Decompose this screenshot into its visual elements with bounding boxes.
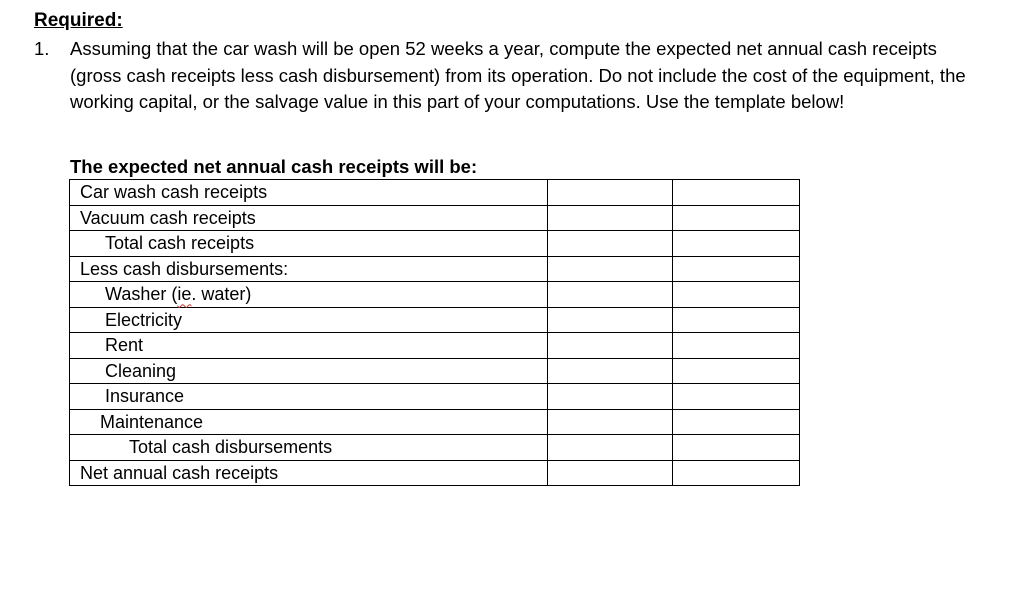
table-row-electricity [70, 307, 800, 333]
amount-cell[interactable] [548, 205, 673, 231]
amount-cell[interactable] [548, 460, 673, 486]
row-label [70, 282, 548, 308]
amount-cell[interactable] [548, 282, 673, 308]
amount-cell[interactable] [548, 358, 673, 384]
table-row-less-disbursements [70, 256, 800, 282]
total-cell[interactable] [673, 384, 800, 410]
amount-cell[interactable] [548, 231, 673, 257]
row-label: Car wash cash receipts [70, 180, 548, 206]
section-heading: Required: [34, 10, 123, 31]
amount-cell[interactable] [548, 409, 673, 435]
amount-cell[interactable] [548, 384, 673, 410]
table-row-cleaning [70, 358, 800, 384]
total-cell[interactable] [673, 256, 800, 282]
item-number: 1. [34, 38, 50, 59]
row-label: Maintenance [70, 409, 548, 435]
spellcheck-flagged-word: ie [177, 284, 192, 305]
total-cell[interactable] [673, 231, 800, 257]
total-cell[interactable] [673, 409, 800, 435]
total-cell[interactable] [673, 435, 800, 461]
amount-cell[interactable] [548, 180, 673, 206]
row-label: Insurance [70, 384, 548, 410]
table-row-washer [70, 282, 800, 308]
table-row-total-disbursements [70, 435, 800, 461]
item-instructions: Assuming that the car wash will be open 52 weeks a year, compute the expected net annual cash receipts (gross cash receipts less cash disbursement) from its operation. Do not include the cost of the equipment, the working capital, or the salvage value in this part of your computations. Use the template below! [70, 38, 966, 113]
table-row-rent [70, 333, 800, 359]
row-label: Vacuum cash receipts [70, 205, 548, 231]
row-label: Rent [70, 333, 548, 359]
table-title: The expected net annual cash receipts will be: [70, 156, 478, 177]
row-label: Total cash receipts [70, 231, 548, 257]
table-row-insurance [70, 384, 800, 410]
amount-cell[interactable] [548, 256, 673, 282]
row-label-suffix: . water) [191, 284, 252, 305]
amount-cell[interactable] [548, 307, 673, 333]
row-label: Cleaning [70, 358, 548, 384]
total-cell[interactable] [673, 180, 800, 206]
table-row-net-receipts [70, 460, 800, 486]
amount-cell[interactable] [548, 333, 673, 359]
total-cell[interactable] [673, 333, 800, 359]
total-cell[interactable] [673, 282, 800, 308]
row-label-prefix: Washer ( [105, 284, 178, 305]
table-row-car-wash-receipts [70, 180, 800, 206]
amount-cell[interactable] [548, 435, 673, 461]
cash-receipts-template-table [69, 179, 800, 486]
row-label: Net annual cash receipts [70, 460, 548, 486]
row-label: Total cash disbursements [70, 435, 548, 461]
table-row-total-receipts [70, 231, 800, 257]
total-cell[interactable] [673, 460, 800, 486]
table-row-vacuum-receipts [70, 205, 800, 231]
total-cell[interactable] [673, 358, 800, 384]
table-row-maintenance [70, 409, 800, 435]
row-label: Electricity [70, 307, 548, 333]
total-cell[interactable] [673, 307, 800, 333]
row-label: Less cash disbursements: [70, 256, 548, 282]
total-cell[interactable] [673, 205, 800, 231]
